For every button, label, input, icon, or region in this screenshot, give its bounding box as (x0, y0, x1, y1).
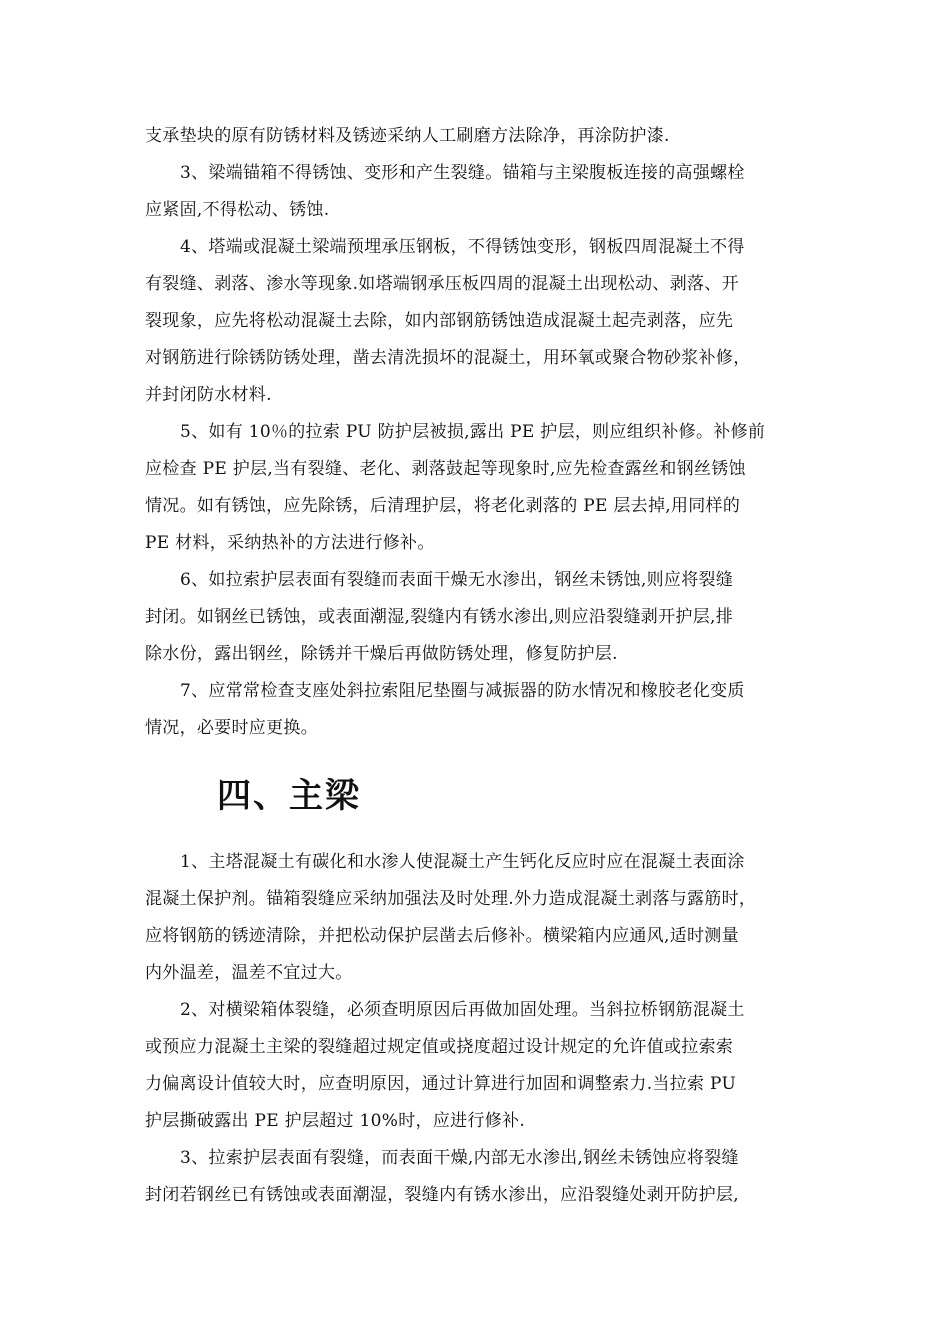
text-line: 6、如拉索护层表面有裂缝而表面干燥无水渗出，钢丝未锈蚀,则应将裂缝 (180, 570, 734, 590)
text-line: 并封闭防水材料. (145, 385, 272, 405)
text-line: 混凝土保护剂。锚箱裂缝应采纳加强法及时处理.外力造成混凝土剥落与露筋时， (145, 889, 757, 909)
text-line: 除水份，露出钢丝，除锈并干燥后再做防锈处理，修复防护层. (145, 644, 618, 664)
text-line: 对钢筋进行除锈防锈处理，凿去清洗损坏的混凝土，用环氧或聚合物砂浆补修， (145, 348, 751, 368)
text-line: 情况，必要时应更换。 (145, 718, 318, 738)
text-line: PE 材料，采纳热补的方法进行修补。 (145, 533, 435, 553)
text-line: 7、应常常检查支座处斜拉索阻尼垫圈与减振器的防水情况和橡胶老化变质 (180, 681, 745, 701)
text-line: 内外温差，温差不宜过大。 (145, 963, 353, 983)
text-line: 5、如有 10％的拉索 PU 防护层被损,露出 PE 护层，则应组织补修。补修前 (180, 422, 766, 442)
text-line: 应检查 PE 护层,当有裂缝、老化、剥落鼓起等现象时,应先检查露丝和钢丝锈蚀 (145, 459, 746, 479)
text-line: 支承垫块的原有防锈材料及锈迹采纳人工刷磨方法除净，再涂防护漆. (145, 126, 670, 146)
text-line: 2、对横梁箱体裂缝，必须查明原因后再做加固处理。当斜拉桥钢筋混凝土 (180, 1000, 745, 1020)
text-line: 应紧固,不得松动、锈蚀. (145, 200, 330, 220)
text-line: 裂现象，应先将松动混凝土去除，如内部钢筋锈蚀造成混凝土起壳剥落，应先 (145, 311, 734, 331)
text-line: 情况。如有锈蚀，应先除锈，后清理护层，将老化剥落的 PE 层去掉,用同样的 (145, 496, 741, 516)
text-line: 力偏离设计值较大时，应查明原因，通过计算进行加固和调整索力.当拉索 PU (145, 1074, 737, 1094)
text-line: 3、拉索护层表面有裂缝，而表面干燥,内部无水渗出,钢丝未锈蚀应将裂缝 (180, 1148, 739, 1168)
text-line: 3、梁端锚箱不得锈蚀、变形和产生裂缝。锚箱与主梁腹板连接的高强螺栓 (180, 163, 745, 183)
text-line: 应将钢筋的锈迹清除，并把松动保护层凿去后修补。横梁箱内应通风,适时测量 (145, 926, 739, 946)
text-line: 有裂缝、剥落、渗水等现象.如塔端钢承压板四周的混凝土出现松动、剥落、开 (145, 274, 739, 294)
section-heading: 四、主梁 (217, 776, 361, 816)
text-line: 4、塔端或混凝土梁端预埋承压钢板，不得锈蚀变形，钢板四周混凝土不得 (180, 237, 745, 257)
text-line: 封闭若钢丝已有锈蚀或表面潮湿，裂缝内有锈水渗出，应沿裂缝处剥开防护层, (145, 1185, 739, 1205)
text-line: 1、主塔混凝土有碳化和水渗人使混凝土产生钙化反应时应在混凝土表面涂 (180, 852, 745, 872)
text-line: 或预应力混凝土主梁的裂缝超过规定值或挠度超过设计规定的允许值或拉索索 (145, 1037, 734, 1057)
text-line: 封闭。如钢丝已锈蚀，或表面潮湿,裂缝内有锈水渗出,则应沿裂缝剥开护层,排 (145, 607, 734, 627)
text-line: 护层撕破露出 PE 护层超过 10%时，应进行修补. (145, 1111, 526, 1131)
